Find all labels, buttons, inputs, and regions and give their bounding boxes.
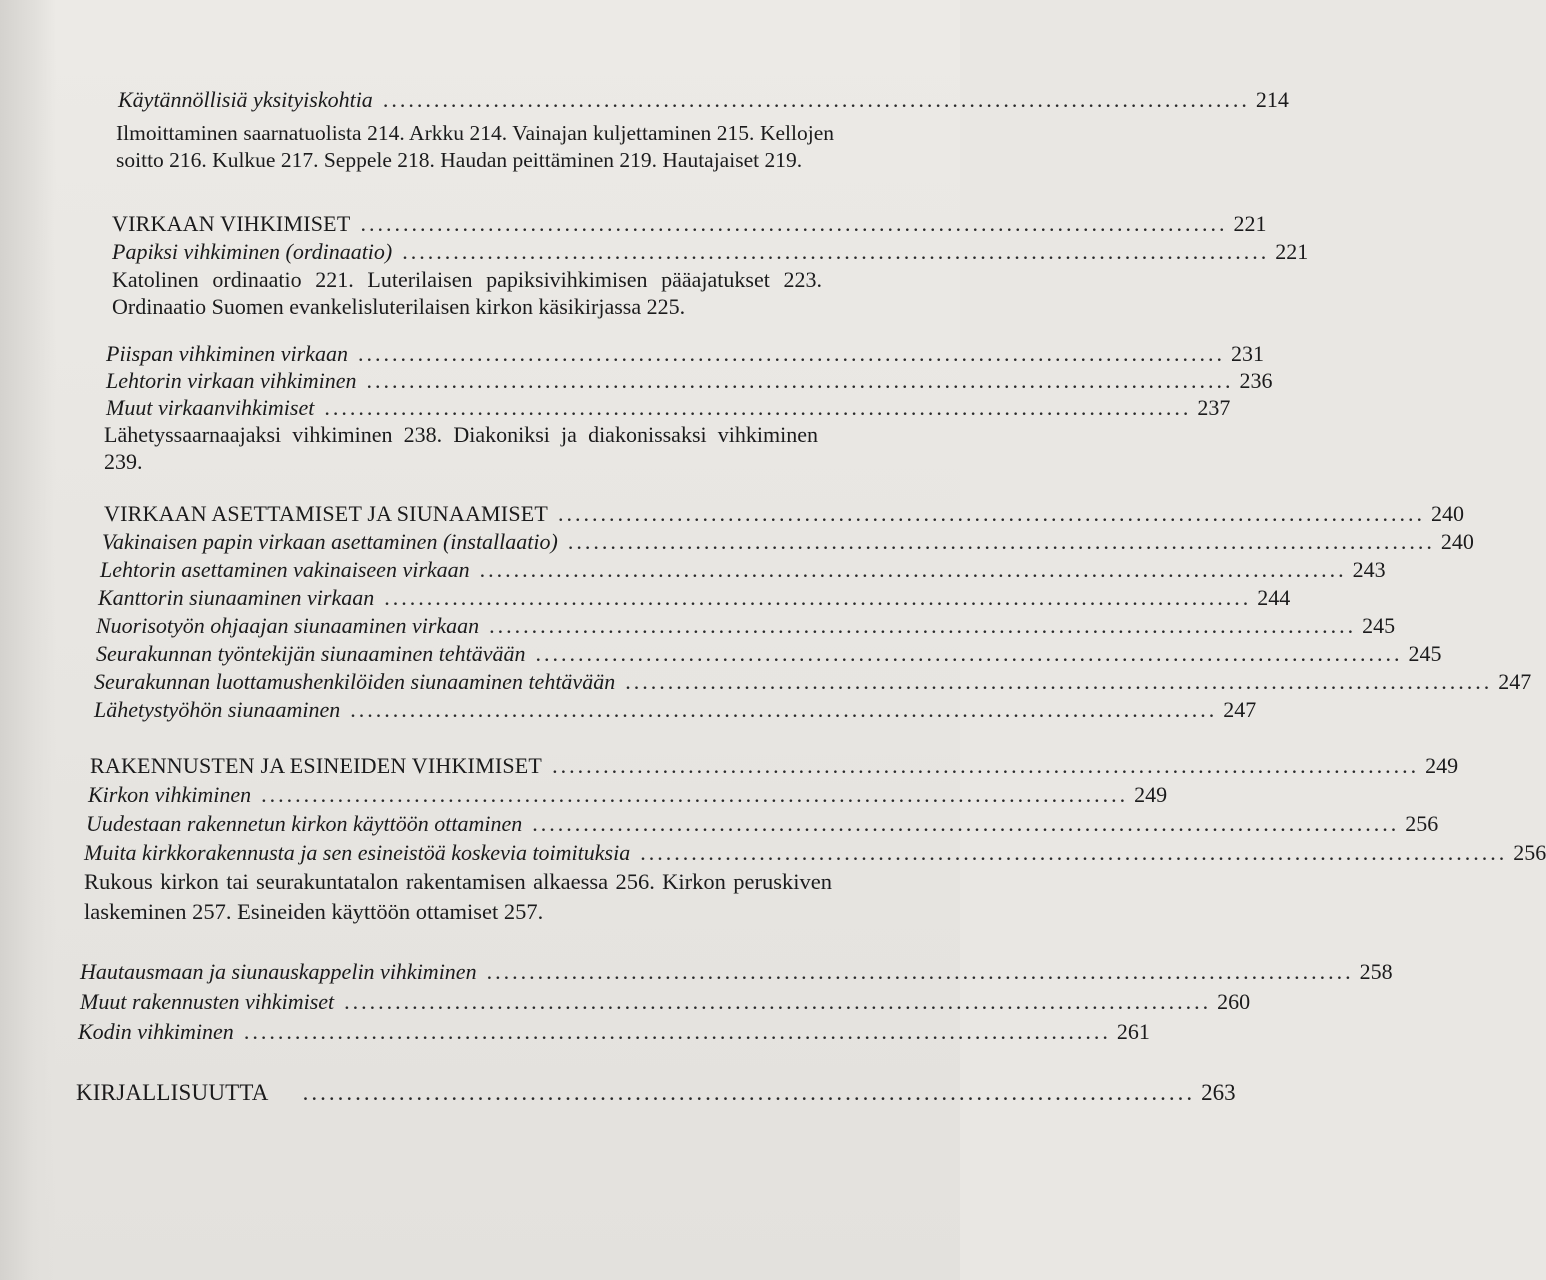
toc-entry [112, 238, 1309, 265]
dot-leader: ...................................................................................................... [535, 641, 1403, 666]
toc-entry [98, 584, 1291, 611]
dot-leader: ...................................................................................................... [486, 959, 1354, 984]
toc-entry-title: Muita kirkkorakennusta ja sen esineistöä koskevia toimituksia [84, 840, 631, 865]
dot-leader: ...................................................................................................... [558, 501, 1426, 526]
toc-entry-title: Kanttorin siunaaminen virkaan [98, 585, 375, 610]
toc-entry-title: Nuorisotyön ohjaajan siunaaminen virkaan [96, 613, 480, 638]
toc-entry-page: 247 [1223, 697, 1257, 722]
toc-entry-page: 231 [1230, 341, 1264, 366]
toc-entry [106, 367, 1273, 394]
toc-entry-title: Käytännöllisiä yksityiskohtia [118, 87, 373, 112]
toc-entry [94, 696, 1257, 723]
dot-leader: ...................................................................................................... [479, 557, 1347, 582]
dot-leader: ...................................................................................................... [402, 239, 1270, 264]
toc-entry-title: Piispan vihkiminen virkaan [106, 341, 348, 366]
toc-entry [80, 958, 1393, 985]
dot-leader: ...................................................................................................... [302, 1080, 1196, 1105]
dot-leader: ...................................................................................................... [366, 368, 1234, 393]
toc-entry-page: 244 [1257, 585, 1291, 610]
section-heading [90, 752, 1459, 779]
toc-entry-title: Muut virkaanvihkimiset [106, 395, 315, 420]
toc-entry-details: Ilmoittaminen saarnatuolista 214. Arkku 214. Vainajan kuljettaminen 215. Kellojen soitto 216. Kulkue 217. Seppele 218. Haudan peittäminen 219. Hautajaiset 219. [116, 121, 834, 172]
dot-leader: ...................................................................................................... [344, 989, 1212, 1014]
section-heading-title: VIRKAAN ASETTAMISET JA SIUNAAMISET [104, 501, 549, 526]
toc-entry-title: Kodin vihkiminen [78, 1019, 234, 1044]
section-heading [76, 1079, 1236, 1106]
dot-leader: ...................................................................................................... [567, 529, 1435, 554]
dot-leader: ...................................................................................................... [350, 697, 1218, 722]
section-heading-title: VIRKAAN VIHKIMISET [112, 211, 351, 236]
toc-entry [118, 86, 1289, 113]
toc-entry-details: Lähetyssaarnaajaksi vihkiminen 238. Diakoniksi ja diakonissaksi vihkiminen 239. [104, 422, 818, 474]
toc-entry-details: Rukous kirkon tai seurakuntatalon rakentamisen alkaessa 256. Kirkon peruskiven laskeminen 257. Esineiden käyttöön ottamiset 257. [84, 869, 832, 924]
toc-entry-page: 261 [1116, 1019, 1150, 1044]
toc-entry [80, 988, 1251, 1015]
toc-entry [86, 810, 1439, 837]
section-heading [112, 210, 1267, 237]
toc-entry-title: Papiksi vihkiminen (ordinaatio) [112, 239, 393, 264]
toc-entry-page: 237 [1197, 395, 1231, 420]
dot-leader: ...................................................................................................... [552, 753, 1420, 778]
toc-entry-page: 214 [1255, 87, 1289, 112]
toc-entry-title: Lähetystyöhön siunaaminen [94, 697, 341, 722]
dot-leader: ...................................................................................................... [261, 782, 1129, 807]
toc-entry-title: Seurakunnan luottamushenkilöiden siunaaminen tehtävään [94, 669, 616, 694]
toc-entry-page: 240 [1440, 529, 1474, 554]
toc-entry [106, 340, 1264, 367]
toc-entry [100, 556, 1386, 583]
toc-entry [96, 640, 1442, 667]
toc-entry [94, 668, 1532, 695]
section-heading-page: 221 [1233, 211, 1267, 236]
toc-entry-page: 249 [1134, 782, 1168, 807]
toc-entry-title: Vakinaisen papin virkaan asettaminen (installaatio) [102, 529, 558, 554]
toc-entry [78, 1018, 1150, 1045]
dot-leader: ...................................................................................................... [357, 341, 1225, 366]
toc-entry-page: 258 [1359, 959, 1393, 984]
toc-entry-title: Muut rakennusten vihkimiset [80, 989, 335, 1014]
dot-leader: ...................................................................................................... [382, 87, 1250, 112]
toc-entry-title: Lehtorin virkaan vihkiminen [106, 368, 357, 393]
section-heading [104, 500, 1465, 527]
toc-entry-title: Uudestaan rakennetun kirkon käyttöön ottaminen [86, 811, 523, 836]
toc-entry-title: Hautausmaan ja siunauskappelin vihkiminen [80, 959, 477, 984]
section-heading-title: RAKENNUSTEN JA ESINEIDEN VIHKIMISET [90, 753, 543, 778]
dot-leader: ...................................................................................................... [324, 395, 1192, 420]
dot-leader: ...................................................................................................... [489, 613, 1357, 638]
toc-entry [102, 528, 1474, 555]
toc-entry-page: 256 [1513, 840, 1546, 865]
toc-entry-page: 245 [1362, 613, 1396, 638]
toc-entry-page: 247 [1498, 669, 1532, 694]
toc-entry [106, 394, 1231, 421]
dot-leader: ...................................................................................................... [532, 811, 1400, 836]
dot-leader: ...................................................................................................... [384, 585, 1252, 610]
section-heading-page: 240 [1431, 501, 1465, 526]
section-heading-page: 249 [1425, 753, 1459, 778]
toc-entry-page: 260 [1217, 989, 1251, 1014]
section-heading-title: KIRJALLISUUTTA [76, 1080, 269, 1105]
toc-entry [96, 612, 1396, 639]
toc-entry-page: 236 [1239, 368, 1273, 393]
dot-leader: ...................................................................................................... [243, 1019, 1111, 1044]
toc-entry-details: Katolinen ordinaatio 221. Luterilaisen papiksivihkimisen pääajatukset 223. Ordinaatio Suomen evankelisluterilaisen kirkon käsikirjassa 225. [112, 267, 822, 319]
dot-leader: ...................................................................................................... [625, 669, 1493, 694]
toc-entry [88, 781, 1168, 808]
toc-entry-page: 243 [1352, 557, 1386, 582]
toc-entry-page: 245 [1408, 641, 1442, 666]
toc-entry [84, 839, 1546, 866]
toc-entry-title: Kirkon vihkiminen [88, 782, 252, 807]
section-heading-page: 263 [1201, 1080, 1236, 1105]
dot-leader: ...................................................................................................... [360, 211, 1228, 236]
toc-entry-title: Lehtorin asettaminen vakinaiseen virkaan [100, 557, 470, 582]
toc-entry-page: 256 [1405, 811, 1439, 836]
dot-leader: ...................................................................................................... [640, 840, 1508, 865]
toc-entry-title: Seurakunnan työntekijän siunaaminen tehtävään [96, 641, 526, 666]
toc-entry-page: 221 [1275, 239, 1309, 264]
